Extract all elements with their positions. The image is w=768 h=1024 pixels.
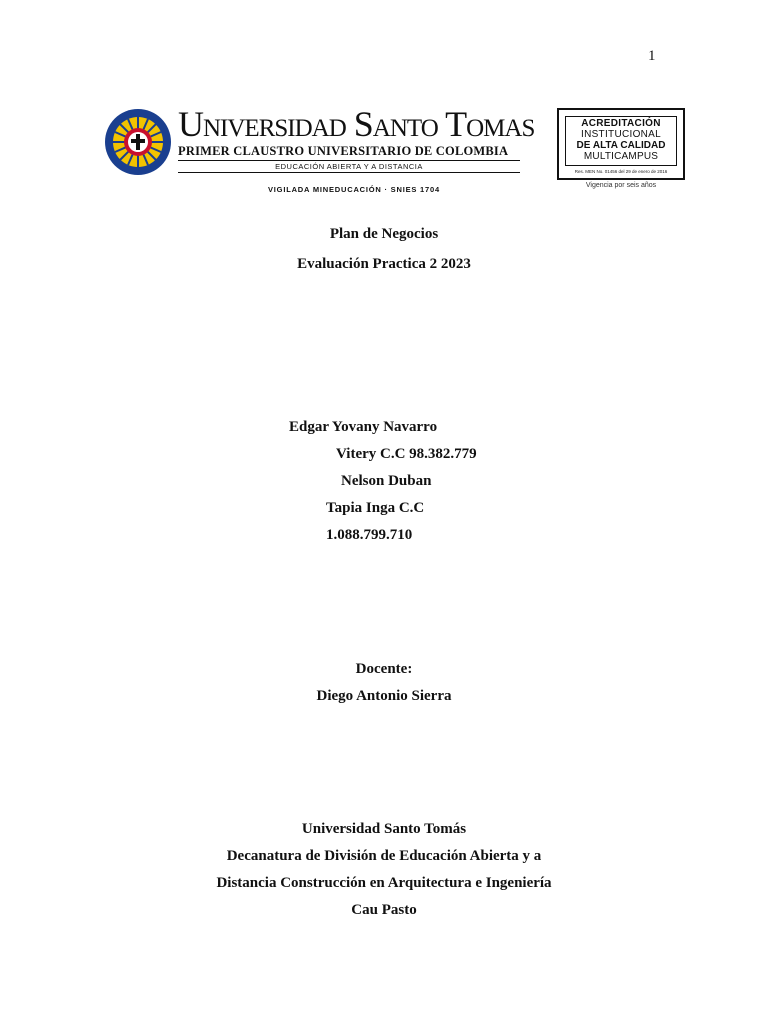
university-subtitle: PRIMER CLAUSTRO UNIVERSITARIO DE COLOMBIA (178, 144, 509, 158)
docente-name: Diego Antonio Sierra (316, 688, 452, 704)
accreditation-line-4: MULTICAMPUS (583, 151, 659, 162)
education-mode: EDUCACIÓN ABIERTA Y A DISTANCIA (275, 162, 423, 171)
university-wordmark (178, 104, 535, 194)
institution-line-2: Decanatura de División de Educación Abierta y a (226, 848, 542, 864)
author-line-1: Edgar Yovany Navarro (289, 419, 438, 435)
accreditation-resolution: Res. MEN No. 01456 del 29 de enero de 2016 (574, 169, 668, 174)
accreditation-box (565, 116, 677, 166)
university-name: Universidad Santo Tomas (178, 104, 535, 144)
author-line-3: Nelson Duban (341, 473, 432, 489)
accreditation-badge (557, 108, 685, 180)
accreditation-validity: Vigencia por seis años (585, 182, 657, 189)
accreditation-line-3: DE ALTA CALIDAD (576, 140, 666, 151)
institution-line-3: Distancia Construcción en Arquitectura e Ingeniería (216, 875, 552, 891)
document-title: Plan de Negocios (329, 226, 439, 242)
author-line-2: Vitery C.C 98.382.779 (336, 446, 477, 462)
page-number: 1 (648, 48, 656, 64)
docente-label: Docente: (355, 661, 413, 677)
institution-line-4: Cau Pasto (351, 902, 417, 918)
vigilada-text: VIGILADA MINEDUCACIÓN · SNIES 1704 (268, 185, 440, 194)
university-seal-logo (104, 108, 172, 176)
divider (178, 172, 520, 173)
header (104, 104, 704, 200)
divider (178, 160, 520, 161)
author-line-5: 1.088.799.710 (326, 527, 413, 543)
institution-line-1: Universidad Santo Tomás (301, 821, 467, 837)
document-subtitle: Evaluación Practica 2 2023 (297, 256, 471, 272)
accreditation-line-1: ACREDITACIÓN (581, 118, 661, 129)
accreditation-line-2: INSTITUCIONAL (580, 129, 662, 140)
author-line-4: Tapia Inga C.C (326, 500, 425, 516)
